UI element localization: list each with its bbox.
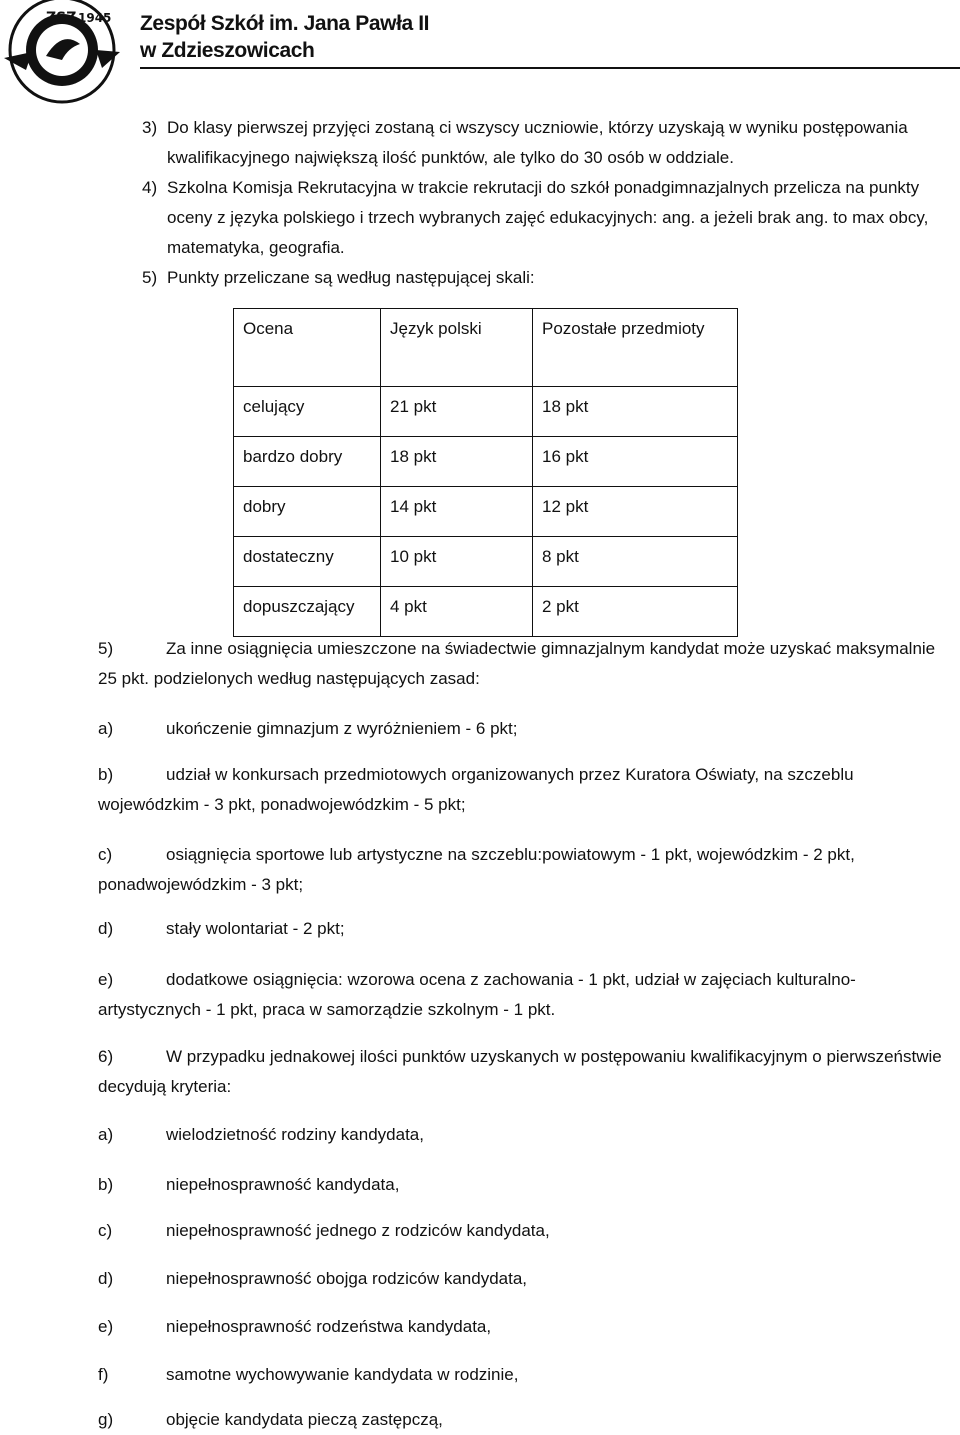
section-number: 6) [98,1047,114,1066]
criterion-label: b) [98,1175,114,1194]
point-5 [142,263,942,293]
table-row [234,487,738,537]
table-cell: 2 pkt [533,587,738,637]
rule-b [98,760,954,820]
criterion-label: a) [98,1125,114,1144]
section-6-paragraph [98,1042,954,1102]
criterion-text: niepełnosprawność obojga rodziców kandydata, [166,1269,528,1288]
criterion-c [98,1216,550,1246]
table-cell: bardzo dobry [234,437,381,487]
point-3 [142,113,942,173]
table-row [234,587,738,637]
header-title-line1: Zespół Szkół im. Jana Pawła II [140,12,430,35]
rule-text: udział w konkursach przedmiotowych organizowanych przez Kuratora Oświaty, na szczeblu wojewódzkim - 3 pkt, ponadwojewódzkim - 5 pkt; [98,765,854,814]
criterion-d [98,1264,527,1294]
rule-label: b) [98,765,114,784]
criterion-e [98,1312,491,1342]
point-text: Punkty przeliczane są według następującej skali: [167,268,535,287]
table-cell: 4 pkt [381,587,533,637]
criterion-label: f) [98,1365,109,1384]
rule-label: a) [98,719,114,738]
criterion-text: wielodzietność rodziny kandydata, [166,1125,424,1144]
criterion-a [98,1120,424,1150]
point-4 [142,173,942,263]
section-text: Za inne osiągnięcia umieszczone na świadectwie gimnazjalnym kandydat może uzyskać maksymalnie 25 pkt. podzielonych według następujących zasad: [98,639,936,688]
rule-c [98,840,954,900]
rule-d [98,914,954,944]
table-header-cell: Pozostałe przedmioty [533,309,738,387]
criterion-text: niepełnosprawność jednego z rodziców kandydata, [166,1221,550,1240]
table-header-row [234,309,738,387]
criterion-f [98,1360,518,1390]
table-row [234,437,738,487]
point-number: 3) [142,118,158,137]
school-logo [2,0,134,108]
table-cell: celujący [234,387,381,437]
point-text: Szkolna Komisja Rekrutacyjna w trakcie rekrutacji do szkół ponadgimnazjalnych przelicza na punkty oceny z języka polskiego i trzech wybranych zajęć edukacyjnych: ang. a jeżeli brak ang. to max obcy, matematyka, geografia. [167,178,929,257]
header-divider [140,67,960,69]
point-number: 4) [142,178,158,197]
rule-label: e) [98,970,114,989]
table-cell: 21 pkt [381,387,533,437]
table-cell: 18 pkt [533,387,738,437]
criterion-label: d) [98,1269,114,1288]
criterion-text: samotne wychowywanie kandydata w rodzinie, [166,1365,519,1384]
rule-label: c) [98,845,113,864]
criterion-label: c) [98,1221,113,1240]
criterion-label: g) [98,1410,114,1429]
section-text: W przypadku jednakowej ilości punktów uzyskanych w postępowaniu kwalifikacyjnym o pierwszeństwie decydują kryteria: [98,1047,942,1096]
header-title [140,10,429,64]
table-row [234,387,738,437]
svg-text:1945: 1945 [78,11,112,25]
criterion-text: objęcie kandydata pieczą zastępczą, [166,1410,443,1429]
rule-text: ukończenie gimnazjum z wyróżnieniem - 6 pkt; [166,719,518,738]
criterion-label: e) [98,1317,114,1336]
svg-text:ZSZ: ZSZ [46,10,77,26]
table-cell: dopuszczający [234,587,381,637]
rule-text: dodatkowe osiągnięcia: wzorowa ocena z zachowania - 1 pkt, udział w zajęciach kulturalno-artystycznych - 1 pkt, praca w samorządzie szkolnym - 1 pkt. [98,970,856,1019]
point-text: Do klasy pierwszej przyjęci zostaną ci wszyscy uczniowie, którzy uzyskają w wyniku postępowania kwalifikacyjnego największą ilość punktów, ale tylko do 30 osób w oddziale. [167,118,908,167]
table-header-cell: Język polski [381,309,533,387]
rule-a [98,714,954,744]
rule-label: d) [98,919,114,938]
table-cell: dostateczny [234,537,381,587]
header-title-line2: w Zdzieszowicach [140,39,315,62]
criterion-text: niepełnosprawność rodzeństwa kandydata, [166,1317,492,1336]
criterion-text: niepełnosprawność kandydata, [166,1175,400,1194]
criterion-g [98,1405,443,1435]
table-cell: 8 pkt [533,537,738,587]
rule-text: osiągnięcia sportowe lub artystyczne na szczeblu:powiatowym - 1 pkt, wojewódzkim - 2 pkt, ponadwojewódzkim - 3 pkt; [98,845,855,894]
table-cell: 18 pkt [381,437,533,487]
table-row [234,537,738,587]
grade-scale-table [233,308,738,637]
table-cell: 14 pkt [381,487,533,537]
table-cell: dobry [234,487,381,537]
table-cell: 10 pkt [381,537,533,587]
table-cell: 16 pkt [533,437,738,487]
section-5-paragraph [98,634,954,694]
rule-text: stały wolontariat - 2 pkt; [166,919,345,938]
criterion-b [98,1170,399,1200]
table-header-cell: Ocena [234,309,381,387]
point-number: 5) [142,268,158,287]
rule-e [98,965,954,1025]
table-cell: 12 pkt [533,487,738,537]
section-number: 5) [98,639,114,658]
